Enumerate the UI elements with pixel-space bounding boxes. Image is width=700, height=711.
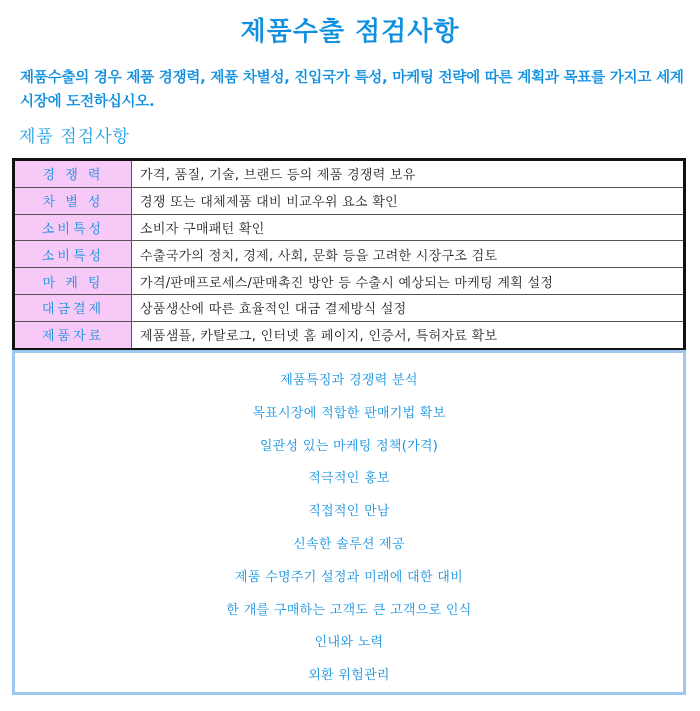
table-row bbox=[14, 294, 685, 321]
list-item: 인내와 노력 bbox=[314, 635, 384, 651]
page-title: 제품수출 점검사항 bbox=[240, 17, 460, 47]
row-label: 소비특성 bbox=[14, 214, 132, 241]
list-item: 적극적인 홍보 bbox=[308, 471, 390, 487]
list-item: 신속한 솔루션 제공 bbox=[293, 536, 405, 552]
row-label: 대금결제 bbox=[14, 294, 132, 321]
table-row bbox=[14, 241, 685, 268]
row-label: 제품자료 bbox=[14, 321, 132, 349]
list-item: 외환 위험관리 bbox=[308, 668, 390, 684]
list-item: 직접적인 만남 bbox=[308, 504, 390, 520]
row-value: 소비자 구매패턴 확인 bbox=[132, 214, 685, 241]
row-value: 수출국가의 정치, 경제, 사회, 문화 등을 고려한 시장구조 검토 bbox=[132, 241, 685, 268]
intro-paragraph: 제품수출의 경우 제품 경쟁력, 제품 차별성, 진입국가 특성, 마케팅 전략에 따른 계획과 목표를 가지고 세계시장에 도전하십시오. bbox=[20, 70, 684, 110]
row-value: 경쟁 또는 대체제품 대비 비교우위 요소 확인 bbox=[132, 187, 685, 214]
section-heading: 제품 점검사항 bbox=[19, 127, 130, 147]
row-label: 차 별 성 bbox=[14, 187, 132, 214]
list-item: 제품 수명주기 설정과 미래에 대한 대비 bbox=[235, 569, 463, 585]
checklist-table bbox=[12, 158, 686, 351]
row-value: 가격, 품질, 기술, 브랜드 등의 제품 경쟁력 보유 bbox=[132, 160, 685, 188]
table-row bbox=[14, 268, 685, 295]
strategy-box bbox=[12, 350, 686, 695]
table-row bbox=[14, 187, 685, 214]
row-value: 상품생산에 따른 효율적인 대금 결제방식 설정 bbox=[132, 294, 685, 321]
row-label: 경 쟁 력 bbox=[14, 160, 132, 188]
list-item: 제품특징과 경쟁력 분석 bbox=[280, 373, 418, 388]
list-item: 한 개를 구매하는 고객도 큰 고객으로 인식 bbox=[226, 602, 472, 618]
table-row bbox=[14, 214, 685, 241]
row-label: 소비특성 bbox=[14, 241, 132, 268]
list-item: 목표시장에 적합한 판매기법 확보 bbox=[252, 405, 446, 421]
row-value: 제품샘플, 카탈로그, 인터넷 홈 페이지, 인증서, 특허자료 확보 bbox=[132, 321, 685, 349]
table-row bbox=[14, 321, 685, 349]
table-row bbox=[14, 160, 685, 188]
strategy-list bbox=[15, 365, 683, 693]
list-item: 일관성 있는 마케팅 정책(가격) bbox=[259, 438, 439, 454]
row-label: 마 케 팅 bbox=[14, 268, 132, 295]
row-value: 가격/판매프로세스/판매촉진 방안 등 수출시 예상되는 마케팅 계획 설정 bbox=[132, 268, 685, 295]
